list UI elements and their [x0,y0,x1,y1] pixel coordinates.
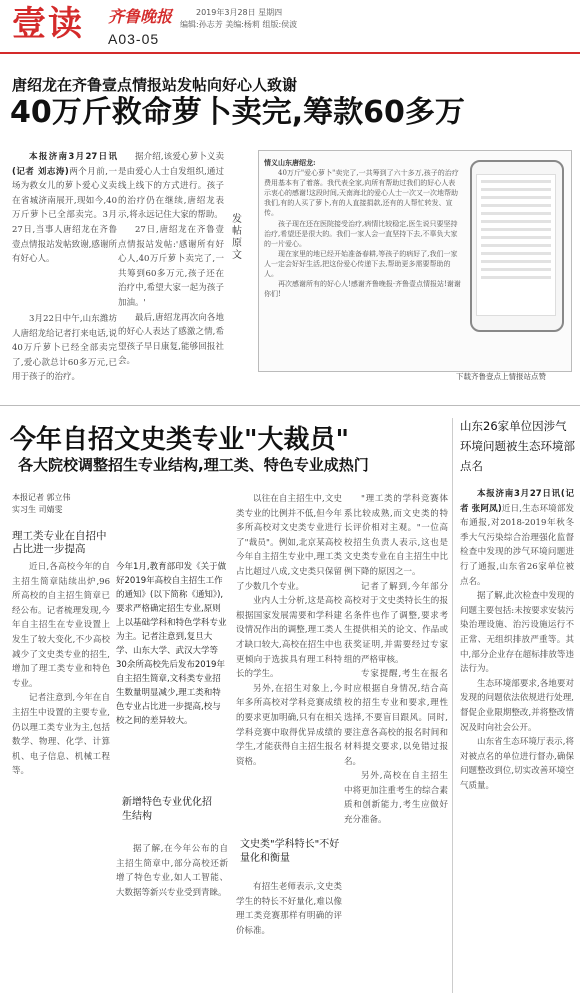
page-number: A03-05 [108,31,160,47]
story2-paragraph: 另外,在招生对象上,今年多所高校对学科竞赛成绩的要求更加明确,只有在相关学科竞赛中取得优异成绩的学生,才能获得自主招生报名资格。 [236,683,342,767]
story1-paragraph: 最后,唐绍龙再次向各地的好心人表达了感激之情,希望孩子早日康复,能够回报社会。 [118,312,224,367]
photo-caption: 下载齐鲁壹点上情报站点赞 [456,372,546,381]
story2-paragraph: 记者注意到,今年在自主招生中设置的主要专业,仍以理工类专业为主,包括数学、物理、化学、计算机、电子信息、机械工程等。 [12,693,110,777]
story1-byline: 本报济南3月27日讯(记者 刘志涛) [12,152,117,177]
story2-byline: 本报记者 郭立伟 实习生 司婧雯 [12,493,71,514]
issue-date: 2019年3月28日 星期四 [196,8,283,17]
story2-subhead: 新增特色专业优化招生结构 [122,797,212,822]
letter-paragraph: 情义山东唐绍龙: [264,158,316,167]
section-title: 壹读 [12,4,84,44]
sidebar-paragraph: 据了解,此次检查中发现的问题主要包括:未按要求安装污染治理设施、治污设施运行不正常、无组织排放严重等。其中,部分企业存在超标排放等违法行为。 [460,591,574,675]
story2-paragraph: 以往在自主招生中,文史类专业的比例并不低,但今年多所高校对文史类专业进行了"裁员"。例如,北京某高校今年自主招生专业中,理工类占比超过八成,文史类只保留了少数几个专业。 [236,494,342,592]
story1-paragraph: 3月22日中午,山东潍坊人唐绍龙给记者打来电话,说40万斤萝卜已经全部卖完了,爱心款总计60多万元,已用于孩子的治疗。 [12,314,117,383]
story2-paragraph: 记者了解到,今年部分高校对于文史类特长生的报名条件也作了调整,要求考生提供相关的论文、作品或获奖证明,并需要经过专家组的严格审核。 [344,581,448,665]
story2-column-3b [236,880,342,992]
phone-text-lines [477,180,555,279]
letter-label: 发帖原文 [232,214,242,261]
letter-paragraph: 孩子现在还在医院接受治疗,病情比较稳定,医生说只要坚持治疗,希望还是很大的。我们一家人会一直坚持下去,不辜负大家的一片爱心。 [264,219,458,248]
sidebar-byline: 本报济南3月27日讯(记者 张阿凤) [460,489,574,514]
section-divider [0,405,580,406]
story2-column-2 [116,842,228,992]
sidebar-divider [452,418,453,993]
editor-credits: 编辑:孙志芳 美编:杨莉 组版:侯波 [180,20,298,29]
letter-text [264,158,462,364]
story1-headline: 40万斤救命萝卜卖完,筹款60多万 [10,95,465,130]
newspaper-logo: 齐鲁晚报 [108,7,173,26]
story2-subhead: 理工类专业在自招中占比进一步提高 [12,530,107,555]
header-divider [0,52,580,54]
story1-paragraph: 据介绍,该爱心萝卜义卖是由爱心人士自发组织,通过线上线下的方式进行。孩子的治疗仍在继续,唐绍龙表示,将永远记住大家的帮助。 [118,152,224,221]
letter-paragraph: 现在家里的地已经开始准备春耕,等孩子的病好了,我们一家人一定会好好生活,把这份爱心传递下去,帮助更多需要帮助的人。 [264,249,458,279]
story2-subhead: 文史类"学科特长"不好量化和衡量 [240,839,340,864]
story2-paragraph: 近日,各高校今年的自主招生简章陆续出炉,96所高校的自主招生简章已经公布。记者梳理发现,今年自主招生在专业设置上发生了较大变化,不少高校减少了文史类专业的招生,增加了理工类专业和特色专业。 [12,562,110,689]
story2-paragraph: 据了解,在今年公布的自主招生简章中,部分高校还新增了特色专业,如人工智能、大数据等新兴专业受到青睐。 [116,844,228,898]
story2-column-1 [12,560,110,990]
sidebar-column [460,487,574,993]
story2-column-4 [344,492,448,992]
story2-paragraph: 专家提醒,考生在报名时应根据自身情况,结合高校的招生专业和要求,理性选择,不要盲目跟风。同时,要注意各高校的报名时间和材料提交要求,以免错过报名。 [344,669,448,767]
sidebar-paragraph: 生态环境部要求,各地要对发现的问题依法依规进行处理,督促企业限期整改,并将整改情况及时向社会公开。 [460,678,574,733]
story2-column-3 [236,492,342,836]
sidebar-paragraph: 山东省生态环境厅表示,将对被点名的单位进行督办,确保问题整改到位,切实改善环境空气质量。 [460,737,574,791]
letter-paragraph: 再次感谢所有的好心人!感谢齐鲁晚报·齐鲁壹点情报站!谢谢你们! [264,280,461,299]
story1-paragraph: 27日,唐绍龙在齐鲁壹点情报站发帖:'感谢所有好心人,40万斤萝卜卖完了,一共筹到60多万元,孩子还在治疗中,希望大家一起为孩子加油。' [118,224,224,308]
story1-column-1 [12,150,117,310]
sidebar-paragraph: 近日,生态环境部发布通报,对2018-2019年秋冬季大气污染综合治理强化监督检查中发现的涉气环境问题进行了通报,山东省26家单位被点名。 [460,503,574,587]
summary-text: 今年1月,教育部印发《关于做好2019年高校自主招生工作的通知》(以下简称《通知》),要求严格确定招生专业,原则上以基础学科和特色学科专业为主。记者注意到,复旦大学、山东大学、武汉大学等30余所高校先后发布2019年自主招生简章,文科类专业招生数量明显减少,理工类和特色专业占比进一步提高,校与校之间的差异较大。 [116,562,227,726]
summary-box [116,560,228,730]
story2-subheadline: 各大院校调整招生专业结构,理工类、特色专业成热门 [18,456,369,474]
phone-screen [476,174,556,316]
sidebar-headline: 山东26家单位因涉气环境问题被生态环境部点名 [460,419,575,473]
letter-paragraph: 40万斤"爱心萝卜"卖完了,一共筹到了六十多万,孩子的治疗费用基本有了着落。我代表全家,向所有帮助过我们的好心人表示衷心的感谢!这段时间,天南海北的爱心人士一次又一次地帮助我们,有的人买了萝卜,有的人直接捐款,还有的人帮忙转发、宣传。 [264,169,459,218]
story2-paragraph: 业内人士分析,这是高校根据国家发展需要和学科建设情况作出的调整,理工类人才缺口较大,高校在招生中也更倾向于选拔具有理工科特长的学生。 [236,596,342,680]
story1-column-2 [118,150,224,386]
story1-column-1b [12,312,117,388]
story2-headline: 今年自招文史类专业"大裁员" [10,425,350,455]
story2-paragraph: 另外,高校在自主招生中将更加注重考生的综合素质和创新能力,考生应做好充分准备。 [344,771,448,826]
story2-paragraph: 有招生老师表示,文史类学生的特长不好量化,难以像理工类竞赛那样有明确的评价标准。 [236,882,342,936]
story1-kicker: 唐绍龙在齐鲁壹点情报站发帖向好心人致谢 [12,76,298,94]
story2-paragraph: "理工类的学科竞赛体系比较成熟,而文史类的特长评价相对主观。"一位高校招生负责人表示,这也是文史类专业在自主招生中比例下降的原因之一。 [344,494,448,577]
story1-paragraph: 两个月前,一场为救女儿的萝卜爱心义卖在省城济南展开,现如今,40万斤萝卜已全部卖完。3月27日,当事人唐绍龙在齐鲁壹点情报站发帖致谢,感谢所有好心人。 [12,166,117,265]
